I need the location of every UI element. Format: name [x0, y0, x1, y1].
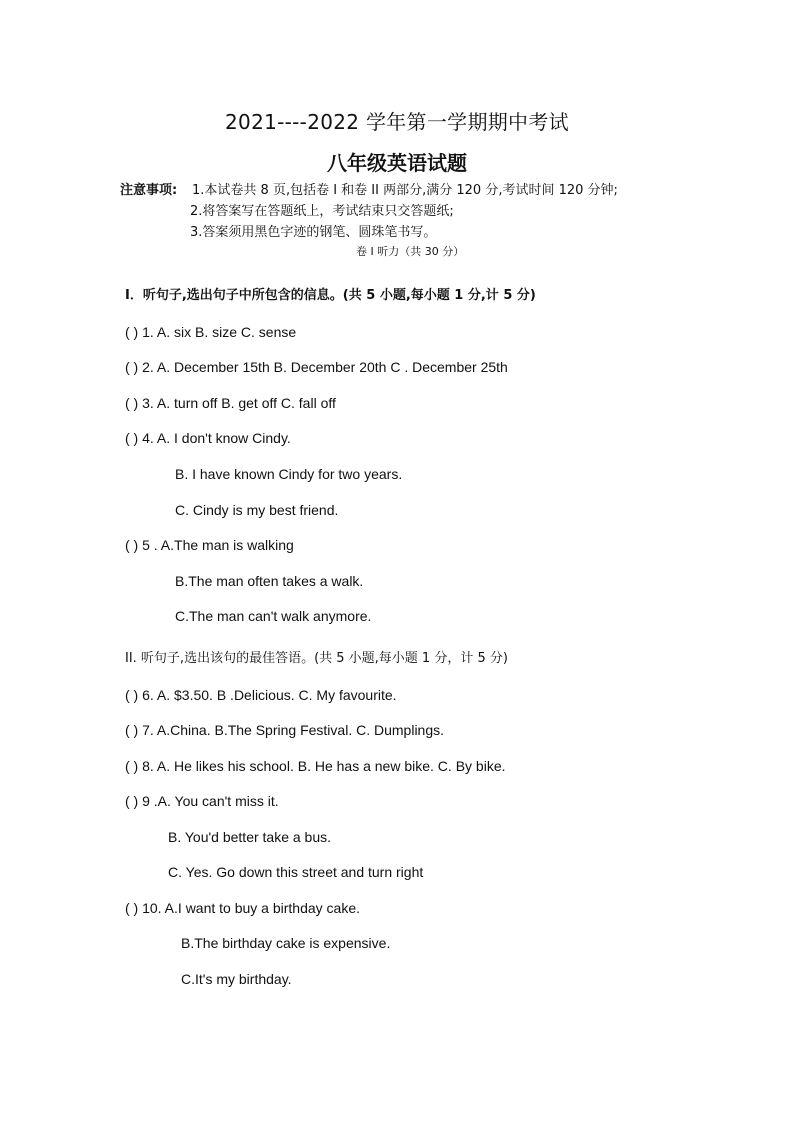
note-item: 1.本试卷共 8 页,包括卷 I 和卷 II 两部分,满分 120 分,考试时间 120 分钟;	[192, 183, 618, 198]
option-line: B. I have known Cindy for two years.	[175, 466, 403, 482]
question-line: ( ) 3. A. turn off B. get off C. fall off	[125, 395, 336, 411]
question-line: ( ) 4. A. I don't know Cindy.	[125, 430, 291, 446]
section2-heading: II. 听句子,选出该句的最佳答语。(共 5 小题,每小题 1 分，计 5 分)	[125, 651, 508, 666]
note-item: 2.将答案写在答题纸上，考试结束只交答题纸;	[190, 204, 454, 219]
note-item: 3.答案须用黑色字迹的钢笔、圆珠笔书写。	[190, 225, 437, 240]
question-line: ( ) 10. A.I want to buy a birthday cake.	[125, 900, 361, 916]
exam-title: 2021----2022 学年第一学期期中考试	[225, 110, 569, 134]
option-line: B.The man often takes a walk.	[175, 573, 364, 589]
question-line: ( ) 5 . A.The man is walking	[125, 537, 294, 553]
option-line: C.The man can't walk anymore.	[175, 608, 372, 624]
notes-label: 注意事项:	[120, 183, 178, 198]
option-line: C. Cindy is my best friend.	[175, 502, 339, 518]
option-line: B.The birthday cake is expensive.	[181, 935, 391, 951]
question-line: ( ) 8. A. He likes his school. B. He has a new bike. C. By bike.	[125, 758, 506, 774]
volume-label: 卷 I 听力（共 30 分）	[356, 245, 465, 258]
notes-block	[120, 180, 618, 243]
question-line: ( ) 6. A. $3.50. B .Delicious. C. My favourite.	[125, 687, 397, 703]
section1-heading: I．听句子,选出句子中所包含的信息。(共 5 小题,每小题 1 分,计 5 分)	[125, 288, 536, 303]
question-line: ( ) 7. A.China. B.The Spring Festival. C. Dumplings.	[125, 722, 445, 738]
option-line: C. Yes. Go down this street and turn right	[168, 864, 424, 880]
option-line: B. You'd better take a bus.	[168, 829, 332, 845]
option-line: C.It's my birthday.	[181, 971, 292, 987]
question-line: ( ) 2. A. December 15th B. December 20th C . December 25th	[125, 359, 508, 375]
paper-title: 八年级英语试题	[327, 151, 467, 175]
question-line: ( ) 9 .A. You can't miss it.	[125, 793, 279, 809]
question-line: ( ) 1. A. six B. size C. sense	[125, 324, 297, 340]
